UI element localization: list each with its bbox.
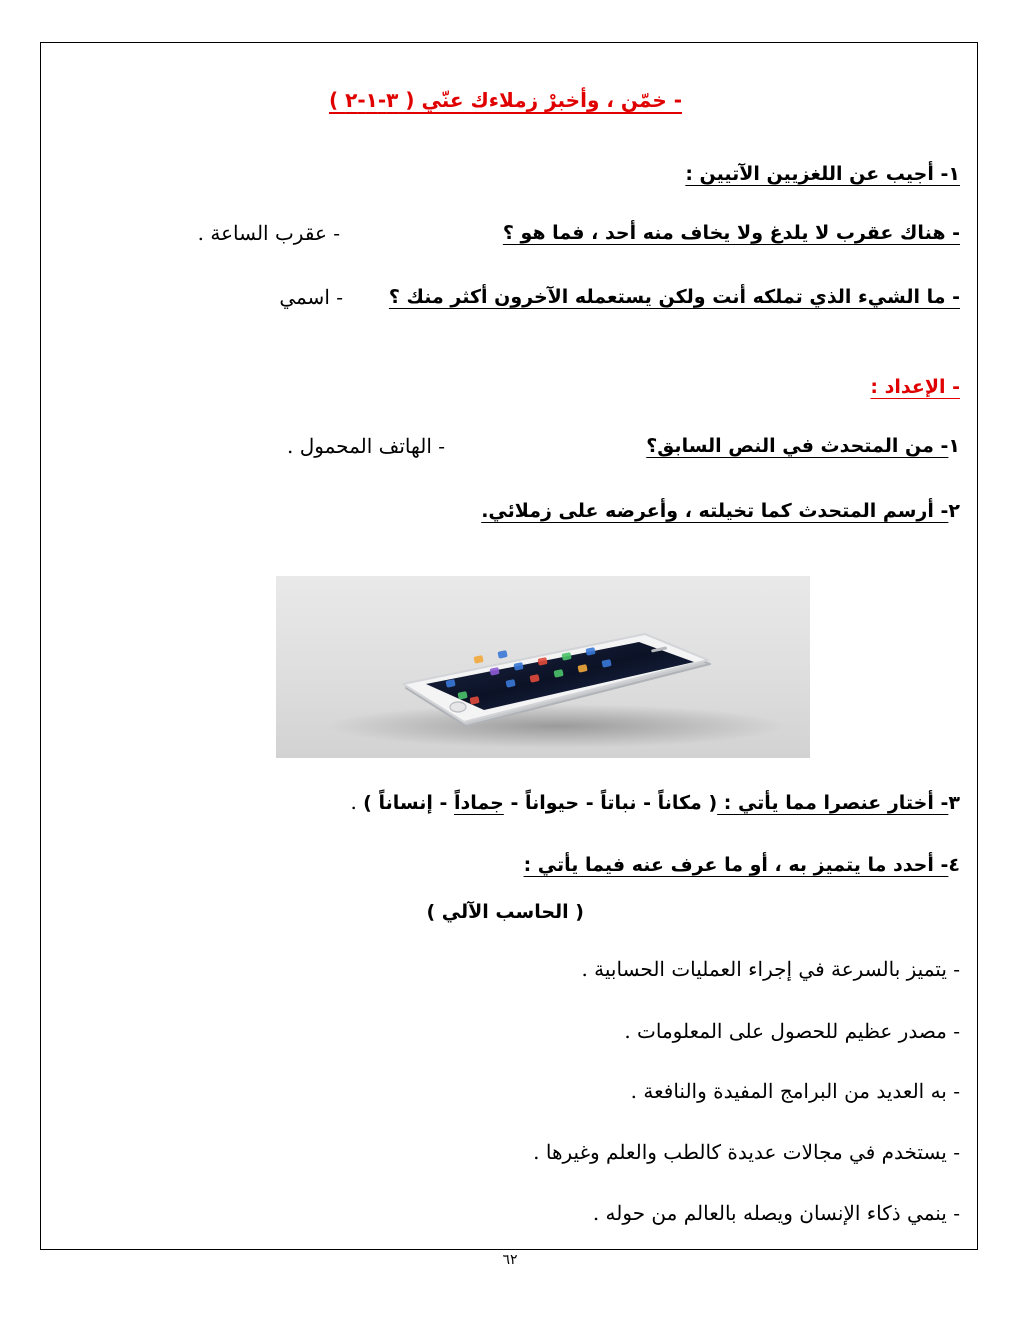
question-1 bbox=[646, 432, 960, 460]
question-4-subject: ( الحاسب الآلي ) bbox=[426, 901, 584, 923]
question-3-options-open: ( مكاناً - نباتاً - حيواناً - bbox=[503, 792, 718, 814]
preparation-title: - الإعداد : bbox=[870, 376, 960, 398]
question-3-options-close: - إنساناً ) bbox=[363, 792, 454, 814]
question-4 bbox=[524, 851, 960, 879]
riddle-1-question: - هناك عقرب لا يلدغ ولا يخاف منه أحد ، فما هو ؟ bbox=[502, 222, 960, 244]
question-2-text: - أرسم المتحدث كما تخيلته ، وأعرضه على زملائي. bbox=[481, 500, 949, 522]
riddle-1-answer: - عقرب الساعة . bbox=[197, 221, 340, 245]
question-1-answer: - الهاتف المحمول . bbox=[287, 434, 445, 458]
smartphone-photo bbox=[276, 576, 810, 758]
question-3-number: ٣ bbox=[948, 792, 960, 814]
question-1-number: ١ bbox=[948, 435, 960, 457]
question-4-text: - أحدد ما يتميز به ، أو ما عرف عنه فيما يأتي : bbox=[523, 854, 949, 876]
feature-item: - به العديد من البرامج المفيدة والنافعة . bbox=[630, 1079, 960, 1103]
feature-item: - يستخدم في مجالات عديدة كالطب والعلم وغيرها . bbox=[533, 1140, 960, 1164]
feature-item: - ينمي ذكاء الإنسان ويصله بالعالم من حوله . bbox=[592, 1201, 960, 1225]
page-number: ٦٢ bbox=[502, 1252, 518, 1268]
feature-item: - يتميز بالسرعة في إجراء العمليات الحسابية . bbox=[581, 957, 960, 981]
question-3-tail: . bbox=[350, 790, 364, 814]
page-heading: - خمّن ، وأخبرْ زملاءك عنّي ( ٣-١-٢ ) bbox=[329, 88, 682, 112]
question-1-text: - من المتحدث في النص السابق؟ bbox=[646, 435, 949, 457]
question-2 bbox=[481, 497, 960, 525]
section1-title: ١- أجيب عن اللغزيين الآتيين : bbox=[685, 163, 960, 185]
question-3-selected-option: جماداً bbox=[453, 792, 504, 814]
riddle-2-answer: - اسمي bbox=[279, 285, 343, 309]
riddle-2-question: - ما الشيء الذي تملكه أنت ولكن يستعمله الآخرون أكثر منك ؟ bbox=[388, 286, 960, 308]
feature-item: - مصدر عظيم للحصول على المعلومات . bbox=[624, 1019, 960, 1043]
question-4-number: ٤ bbox=[948, 854, 960, 876]
question-3 bbox=[350, 788, 960, 817]
question-3-text: - أختار عنصرا مما يأتي : bbox=[717, 792, 949, 814]
question-2-number: ٢ bbox=[948, 500, 960, 522]
smartphone-icon bbox=[276, 576, 810, 758]
